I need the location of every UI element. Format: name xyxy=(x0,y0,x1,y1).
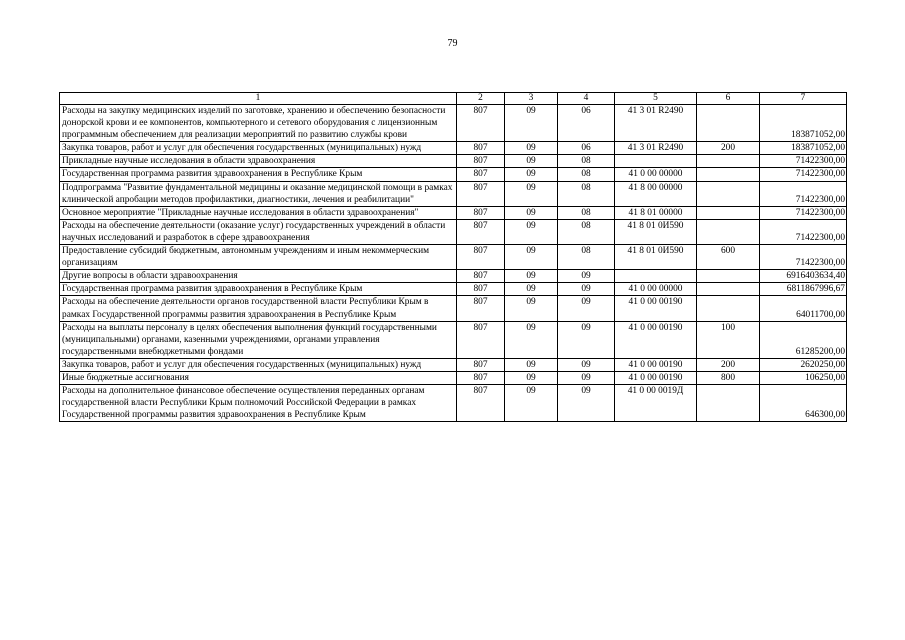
row-pr-cell: 09 xyxy=(558,371,615,384)
row-gr-cell: 807 xyxy=(457,142,505,155)
row-gr-cell: 807 xyxy=(457,371,505,384)
row-pr-cell: 06 xyxy=(558,105,615,142)
row-pr-cell: 09 xyxy=(558,321,615,358)
row-pr-cell: 08 xyxy=(558,168,615,181)
row-vr-cell xyxy=(697,206,760,219)
column-header: 3 xyxy=(505,93,558,105)
table-row xyxy=(60,142,847,155)
header-row xyxy=(60,93,847,105)
row-vr-cell xyxy=(697,105,760,142)
row-gr-cell: 807 xyxy=(457,168,505,181)
row-name-cell: Государственная программа развития здравоохранения в Республике Крым xyxy=(60,168,457,181)
row-pr-cell: 08 xyxy=(558,181,615,206)
row-csr-cell: 41 0 00 0019Д xyxy=(615,385,697,422)
row-rz-cell: 09 xyxy=(505,105,558,142)
table-row xyxy=(60,296,847,321)
row-sum-cell: 6811867996,67 xyxy=(760,283,847,296)
row-pr-cell: 09 xyxy=(558,270,615,283)
row-name-cell: Прикладные научные исследования в области здравоохранения xyxy=(60,155,457,168)
row-sum-cell: 61285200,00 xyxy=(760,321,847,358)
row-gr-cell: 807 xyxy=(457,181,505,206)
row-name-cell: Расходы на закупку медицинских изделий по заготовке, хранению и обеспечению безопасности донорской крови и ее компонентов, компьютерного и сетевого оборудования с лицензионным программным обеспечением для реализации мероприятий по развитию службы крови xyxy=(60,105,457,142)
row-pr-cell: 08 xyxy=(558,245,615,270)
column-header: 5 xyxy=(615,93,697,105)
row-rz-cell: 09 xyxy=(505,219,558,244)
row-csr-cell: 41 0 00 00190 xyxy=(615,358,697,371)
row-pr-cell: 08 xyxy=(558,155,615,168)
row-csr-cell: 41 0 00 00190 xyxy=(615,296,697,321)
row-gr-cell: 807 xyxy=(457,155,505,168)
row-csr-cell: 41 0 00 00000 xyxy=(615,283,697,296)
table-row xyxy=(60,181,847,206)
row-sum-cell: 71422300,00 xyxy=(760,181,847,206)
row-rz-cell: 09 xyxy=(505,181,558,206)
row-rz-cell: 09 xyxy=(505,283,558,296)
row-vr-cell: 800 xyxy=(697,371,760,384)
table-row xyxy=(60,245,847,270)
row-name-cell: Подпрограмма "Развитие фундаментальной медицины и оказание медицинской помощи в рамках клинической апробации методов профилактики, диагностики, лечения и реабилитации" xyxy=(60,181,457,206)
row-name-cell: Закупка товаров, работ и услуг для обеспечения государственных (муниципальных) нужд xyxy=(60,358,457,371)
table-row xyxy=(60,219,847,244)
row-csr-cell: 41 0 00 00000 xyxy=(615,168,697,181)
table-body xyxy=(60,105,847,422)
row-gr-cell: 807 xyxy=(457,296,505,321)
row-sum-cell: 71422300,00 xyxy=(760,155,847,168)
row-vr-cell: 100 xyxy=(697,321,760,358)
page-number: 79 xyxy=(447,38,458,49)
row-rz-cell: 09 xyxy=(505,358,558,371)
row-csr-cell: 41 3 01 R2490 xyxy=(615,142,697,155)
row-sum-cell: 64011700,00 xyxy=(760,296,847,321)
row-vr-cell xyxy=(697,155,760,168)
row-rz-cell: 09 xyxy=(505,385,558,422)
row-name-cell: Иные бюджетные ассигнования xyxy=(60,371,457,384)
row-name-cell: Расходы на выплаты персоналу в целях обеспечения выполнения функций государственными (муниципальными) органами, казенными учреждениями, органами управления государственными внебюджетными фондами xyxy=(60,321,457,358)
table-row xyxy=(60,270,847,283)
table-row xyxy=(60,105,847,142)
row-sum-cell: 106250,00 xyxy=(760,371,847,384)
row-csr-cell: 41 8 01 0И590 xyxy=(615,245,697,270)
row-sum-cell: 6916403634,40 xyxy=(760,270,847,283)
row-name-cell: Расходы на обеспечение деятельности (оказание услуг) государственных учреждений в области научных исследований и разработок в сфере здравоохранения xyxy=(60,219,457,244)
column-header: 4 xyxy=(558,93,615,105)
row-pr-cell: 08 xyxy=(558,219,615,244)
row-sum-cell: 183871052,00 xyxy=(760,142,847,155)
table-row xyxy=(60,371,847,384)
budget-table xyxy=(59,92,847,422)
row-vr-cell: 200 xyxy=(697,142,760,155)
row-vr-cell xyxy=(697,385,760,422)
row-vr-cell xyxy=(697,181,760,206)
row-gr-cell: 807 xyxy=(457,283,505,296)
table-row xyxy=(60,385,847,422)
row-vr-cell xyxy=(697,270,760,283)
row-name-cell: Основное мероприятие "Прикладные научные исследования в области здравоохранения" xyxy=(60,206,457,219)
row-pr-cell: 09 xyxy=(558,358,615,371)
row-csr-cell: 41 0 00 00190 xyxy=(615,321,697,358)
row-sum-cell: 183871052,00 xyxy=(760,105,847,142)
row-pr-cell: 09 xyxy=(558,385,615,422)
row-csr-cell xyxy=(615,270,697,283)
row-gr-cell: 807 xyxy=(457,385,505,422)
row-name-cell: Государственная программа развития здравоохранения в Республике Крым xyxy=(60,283,457,296)
row-rz-cell: 09 xyxy=(505,168,558,181)
row-pr-cell: 09 xyxy=(558,296,615,321)
row-gr-cell: 807 xyxy=(457,358,505,371)
row-gr-cell: 807 xyxy=(457,219,505,244)
row-rz-cell: 09 xyxy=(505,155,558,168)
column-header: 7 xyxy=(760,93,847,105)
row-sum-cell: 71422300,00 xyxy=(760,168,847,181)
row-rz-cell: 09 xyxy=(505,296,558,321)
row-csr-cell: 41 0 00 00190 xyxy=(615,371,697,384)
column-header: 1 xyxy=(60,93,457,105)
row-csr-cell: 41 3 01 R2490 xyxy=(615,105,697,142)
row-name-cell: Предоставление субсидий бюджетным, автономным учреждениям и иным некоммерческим организациям xyxy=(60,245,457,270)
row-rz-cell: 09 xyxy=(505,270,558,283)
row-csr-cell xyxy=(615,155,697,168)
row-sum-cell: 2620250,00 xyxy=(760,358,847,371)
row-vr-cell xyxy=(697,219,760,244)
row-pr-cell: 09 xyxy=(558,283,615,296)
row-vr-cell xyxy=(697,296,760,321)
row-rz-cell: 09 xyxy=(505,142,558,155)
row-rz-cell: 09 xyxy=(505,321,558,358)
row-rz-cell: 09 xyxy=(505,245,558,270)
row-name-cell: Другие вопросы в области здравоохранения xyxy=(60,270,457,283)
table-row xyxy=(60,168,847,181)
row-name-cell: Расходы на обеспечение деятельности органов государственной власти Республики Крым в рамках Государственной программы развития здравоохранения в Республике Крым xyxy=(60,296,457,321)
row-gr-cell: 807 xyxy=(457,105,505,142)
row-gr-cell: 807 xyxy=(457,321,505,358)
column-header: 2 xyxy=(457,93,505,105)
row-csr-cell: 41 8 01 0И590 xyxy=(615,219,697,244)
table-row xyxy=(60,206,847,219)
row-sum-cell: 71422300,00 xyxy=(760,245,847,270)
row-vr-cell: 600 xyxy=(697,245,760,270)
row-vr-cell xyxy=(697,283,760,296)
table-row xyxy=(60,155,847,168)
table-row xyxy=(60,283,847,296)
row-sum-cell: 71422300,00 xyxy=(760,206,847,219)
row-vr-cell xyxy=(697,168,760,181)
row-gr-cell: 807 xyxy=(457,206,505,219)
table-row xyxy=(60,321,847,358)
row-gr-cell: 807 xyxy=(457,245,505,270)
row-gr-cell: 807 xyxy=(457,270,505,283)
row-vr-cell: 200 xyxy=(697,358,760,371)
row-name-cell: Закупка товаров, работ и услуг для обеспечения государственных (муниципальных) нужд xyxy=(60,142,457,155)
table-row xyxy=(60,358,847,371)
row-pr-cell: 08 xyxy=(558,206,615,219)
row-sum-cell: 646300,00 xyxy=(760,385,847,422)
row-rz-cell: 09 xyxy=(505,371,558,384)
row-csr-cell: 41 8 01 00000 xyxy=(615,206,697,219)
row-rz-cell: 09 xyxy=(505,206,558,219)
column-header: 6 xyxy=(697,93,760,105)
row-name-cell: Расходы на дополнительное финансовое обеспечение осуществления переданных органам государственной власти Республики Крым полномочий Российской Федерации в рамках Государственной программы развития здравоохранения в Республике Крым xyxy=(60,385,457,422)
row-sum-cell: 71422300,00 xyxy=(760,219,847,244)
row-csr-cell: 41 8 00 00000 xyxy=(615,181,697,206)
row-pr-cell: 06 xyxy=(558,142,615,155)
